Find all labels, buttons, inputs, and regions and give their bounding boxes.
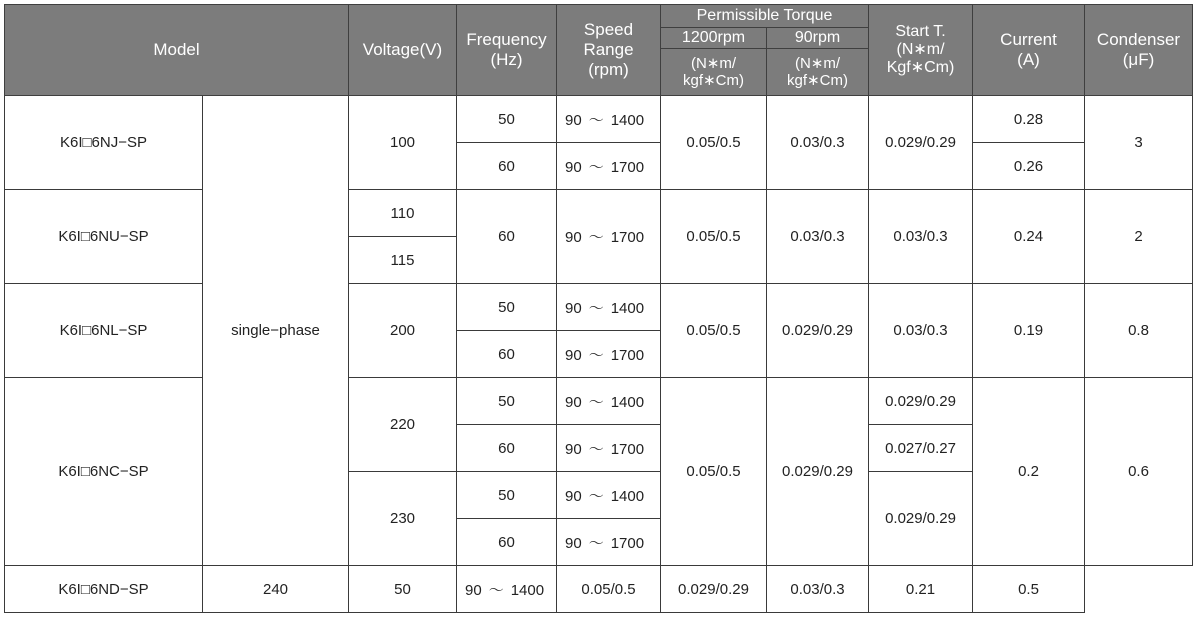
voltage-nd: 240 — [203, 566, 349, 613]
torque-90-nd: 0.029/0.29 — [661, 566, 767, 613]
header-model — [5, 5, 349, 96]
voltage-nl: 200 — [349, 284, 457, 378]
table-body — [5, 96, 1193, 613]
freq-cell: 50 — [457, 96, 557, 143]
speed-max: 1700 — [610, 158, 645, 176]
speed-min: 90 — [565, 299, 582, 317]
header-permissible-torque-label: Permissible Torque — [696, 7, 833, 24]
tilde-glyph: 〜 — [588, 393, 604, 411]
header-torque-90rpm-unit — [767, 49, 869, 96]
torque-90-nu: 0.03/0.3 — [767, 190, 869, 284]
tilde-glyph: 〜 — [588, 158, 604, 176]
torque-unit-a: (N∗m/ — [690, 55, 737, 72]
speed-max: 1400 — [510, 581, 545, 599]
speed-cell — [557, 378, 661, 425]
condenser-nc: 0.6 — [1085, 378, 1193, 566]
header-speed-label: Speed — [583, 20, 634, 39]
freq-cell: 50 — [457, 378, 557, 425]
header-range-label: Range — [583, 40, 634, 59]
start-torque-cell: 0.027/0.27 — [869, 425, 973, 472]
header-voltage-label: Voltage(V) — [362, 40, 443, 59]
header-permissible-torque — [661, 5, 869, 28]
tilde-glyph: 〜 — [588, 487, 604, 505]
speed-min: 90 — [565, 111, 582, 129]
tilde-glyph: 〜 — [588, 111, 604, 129]
tilde-glyph: 〜 — [588, 299, 604, 317]
freq-cell: 60 — [457, 425, 557, 472]
header-torque-1200rpm-unit — [661, 49, 767, 96]
speed-max: 1400 — [610, 393, 645, 411]
header-frequency-unit: (Hz) — [490, 50, 523, 69]
speed-cell — [557, 331, 661, 378]
speed-max: 1400 — [610, 487, 645, 505]
torque-1200-nc: 0.05/0.5 — [661, 378, 767, 566]
table-row — [5, 566, 1193, 613]
header-start-torque — [869, 5, 973, 96]
start-torque-nu: 0.03/0.3 — [869, 190, 973, 284]
header-speed-range — [557, 5, 661, 96]
current-cell: 0.28 — [973, 96, 1085, 143]
speed-nu — [557, 190, 661, 284]
header-torque-90rpm — [767, 28, 869, 49]
header-model-label: Model — [153, 40, 200, 59]
speed-min: 90 — [565, 158, 582, 176]
table-row — [5, 284, 1193, 331]
speed-min: 90 — [565, 534, 582, 552]
model-nu: K6I□6NU−SP — [5, 190, 203, 284]
torque-unit-b: kgf∗Cm) — [787, 72, 848, 89]
header-condenser — [1085, 5, 1193, 96]
speed-nd — [457, 566, 557, 613]
spec-table-container — [4, 4, 1193, 613]
header-voltage — [349, 5, 457, 96]
table-row — [5, 96, 1193, 143]
tilde-glyph: 〜 — [588, 440, 604, 458]
speed-max: 1700 — [610, 534, 645, 552]
header-speed-unit: (rpm) — [588, 60, 629, 79]
speed-cell — [557, 96, 661, 143]
model-nc: K6I□6NC−SP — [5, 378, 203, 566]
start-torque-cell: 0.029/0.29 — [869, 378, 973, 425]
current-nu: 0.24 — [973, 190, 1085, 284]
phase-cell: single−phase — [203, 96, 349, 566]
torque-1200-nl: 0.05/0.5 — [661, 284, 767, 378]
voltage-nj: 100 — [349, 96, 457, 190]
speed-cell — [557, 284, 661, 331]
tilde-glyph: 〜 — [588, 534, 604, 552]
model-nl: K6I□6NL−SP — [5, 284, 203, 378]
header-frequency — [457, 5, 557, 96]
speed-min: 90 — [565, 346, 582, 364]
header-current-label: Current — [1000, 30, 1057, 49]
header-condenser-label: Condenser — [1096, 30, 1181, 49]
header-start-unit-a: (N∗m/ — [896, 41, 945, 58]
torque-unit-a: (N∗m/ — [794, 55, 841, 72]
condenser-nj: 3 — [1085, 96, 1193, 190]
torque-unit-b: kgf∗Cm) — [683, 72, 744, 89]
speed-max: 1700 — [610, 229, 645, 246]
freq-cell: 50 — [457, 472, 557, 519]
condenser-nl: 0.8 — [1085, 284, 1193, 378]
voltage-cell: 110 — [349, 190, 457, 237]
speed-cell — [557, 472, 661, 519]
start-torque-nl: 0.03/0.3 — [869, 284, 973, 378]
speed-cell — [557, 143, 661, 190]
start-torque-cell: 0.029/0.29 — [869, 472, 973, 566]
freq-cell: 60 — [457, 331, 557, 378]
freq-cell: 60 — [457, 143, 557, 190]
torque-1200-nj: 0.05/0.5 — [661, 96, 767, 190]
speed-max: 1700 — [610, 346, 645, 364]
current-cell: 0.26 — [973, 143, 1085, 190]
header-start-unit-b: Kgf∗Cm) — [886, 59, 955, 76]
start-torque-nj: 0.029/0.29 — [869, 96, 973, 190]
header-current-unit: (A) — [1017, 50, 1040, 69]
start-torque-nd: 0.03/0.3 — [767, 566, 869, 613]
condenser-nd: 0.5 — [973, 566, 1085, 613]
current-nd: 0.21 — [869, 566, 973, 613]
model-nj: K6I□6NJ−SP — [5, 96, 203, 190]
motor-spec-table — [4, 4, 1193, 613]
header-torque-1200rpm — [661, 28, 767, 49]
speed-max: 1400 — [610, 299, 645, 317]
speed-max: 1700 — [610, 440, 645, 458]
speed-min: 90 — [465, 581, 482, 599]
speed-max: 1400 — [610, 111, 645, 129]
voltage-cell: 115 — [349, 237, 457, 284]
current-nl: 0.19 — [973, 284, 1085, 378]
current-nc: 0.2 — [973, 378, 1085, 566]
freq-nu: 60 — [457, 190, 557, 284]
header-current — [973, 5, 1085, 96]
torque-1200-nu: 0.05/0.5 — [661, 190, 767, 284]
table-header — [5, 5, 1193, 96]
speed-cell — [557, 425, 661, 472]
tilde-glyph: 〜 — [588, 229, 604, 246]
speed-min: 90 — [565, 487, 582, 505]
freq-cell: 50 — [457, 284, 557, 331]
tilde-glyph: 〜 — [588, 346, 604, 364]
torque-90-nj: 0.03/0.3 — [767, 96, 869, 190]
torque-90-nl: 0.029/0.29 — [767, 284, 869, 378]
header-frequency-label: Frequency — [466, 30, 547, 49]
header-condenser-unit: (μF) — [1122, 50, 1155, 69]
table-row — [5, 378, 1193, 425]
speed-min: 90 — [565, 440, 582, 458]
speed-cell — [557, 519, 661, 566]
speed-min: 90 — [565, 393, 582, 411]
condenser-nu: 2 — [1085, 190, 1193, 284]
table-row — [5, 190, 1193, 237]
voltage-cell: 220 — [349, 378, 457, 472]
header-start-label: Start T. — [895, 23, 946, 40]
header-torque-1200rpm-label: 1200rpm — [681, 29, 746, 46]
torque-90-nc: 0.029/0.29 — [767, 378, 869, 566]
freq-nd: 50 — [349, 566, 457, 613]
tilde-glyph: 〜 — [488, 581, 504, 599]
speed-min: 90 — [565, 229, 582, 246]
freq-cell: 60 — [457, 519, 557, 566]
model-nd: K6I□6ND−SP — [5, 566, 203, 613]
header-torque-90rpm-label: 90rpm — [794, 29, 841, 46]
torque-1200-nd: 0.05/0.5 — [557, 566, 661, 613]
voltage-cell: 230 — [349, 472, 457, 566]
